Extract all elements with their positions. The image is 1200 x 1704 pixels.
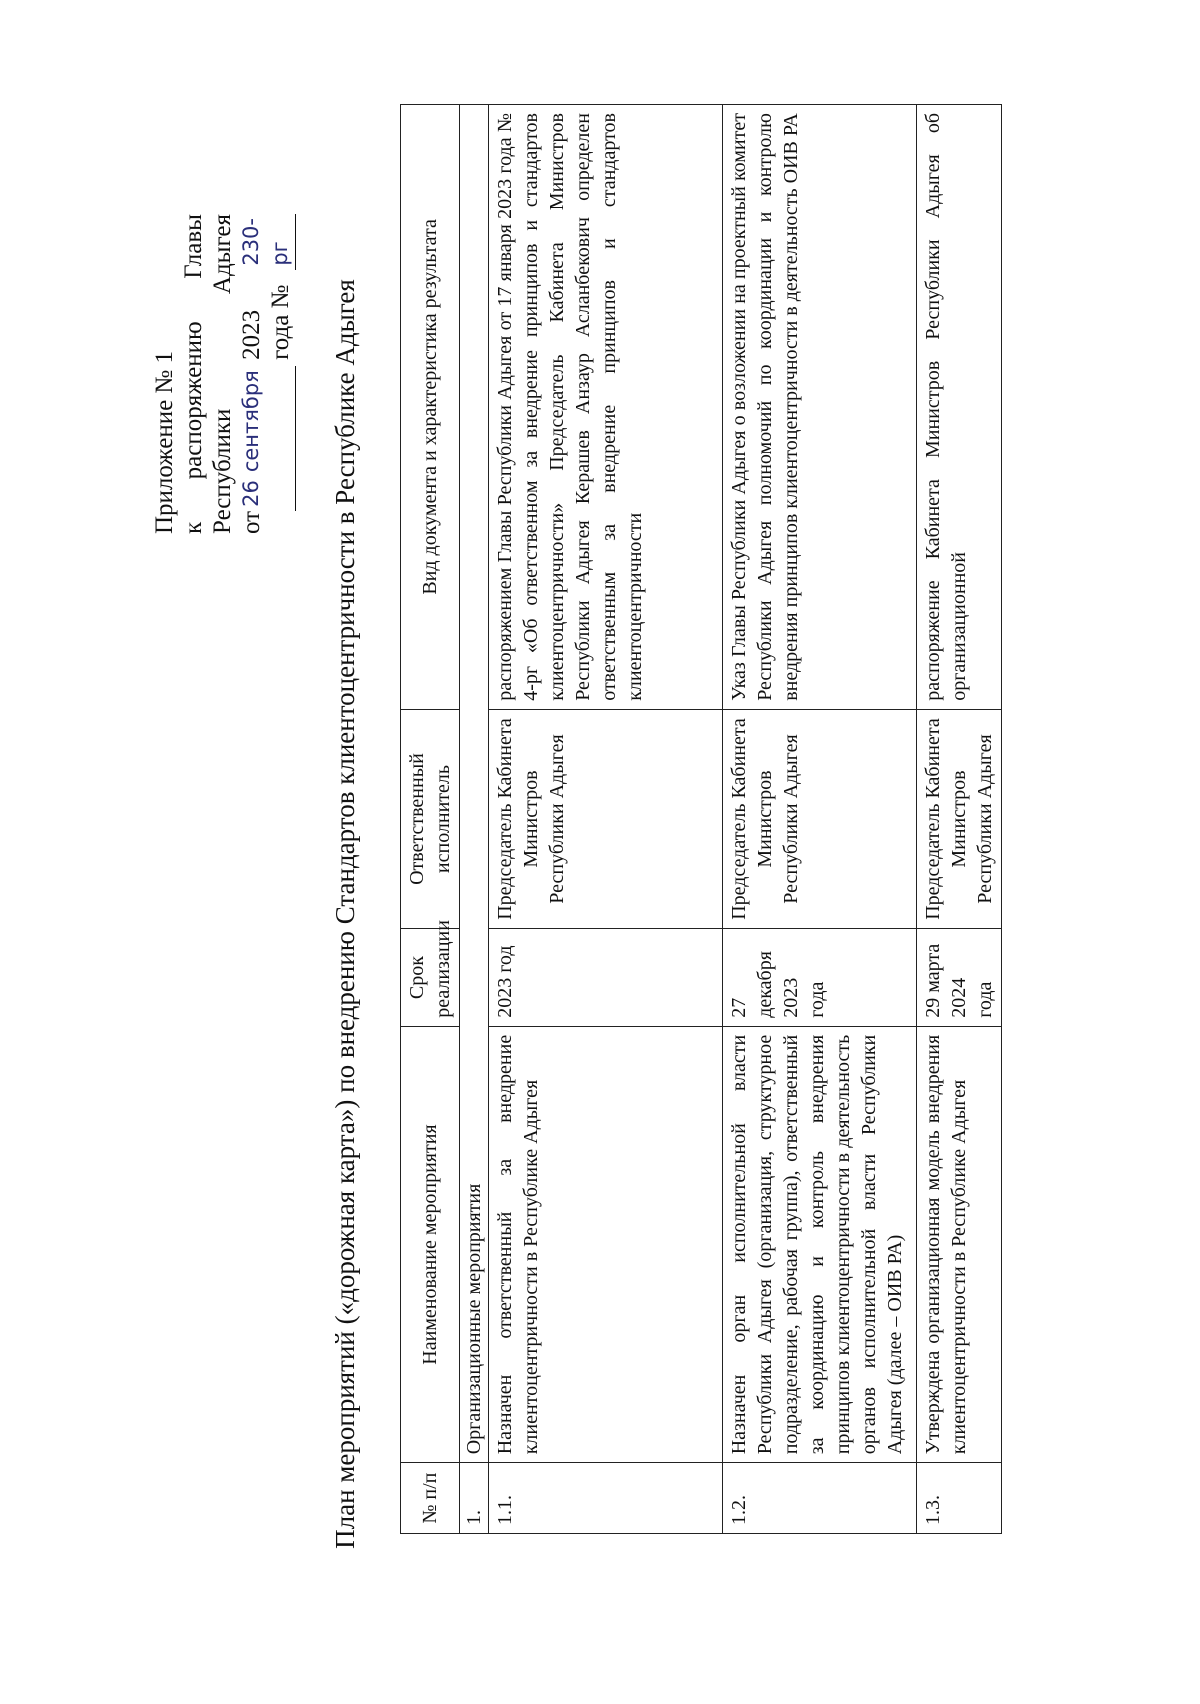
approval-line-2	[179, 214, 208, 534]
row-executor: Председатель Кабинета Министров Республики Адыгея	[489, 709, 723, 928]
table-row	[489, 105, 723, 1534]
row-name: Назначен ответственный за внедрение клиентоцентричности в Республике Адыгея	[489, 1026, 723, 1463]
roadmap-table	[400, 104, 1002, 1534]
approval-date-year: 2023 года №	[238, 284, 294, 360]
table-row	[723, 105, 917, 1534]
approval-line-1	[150, 214, 179, 534]
table-header-row	[401, 105, 460, 1534]
header-result: Вид документа и характеристика результата	[401, 105, 460, 710]
row-num: 1.1.	[489, 1463, 723, 1534]
header-num: № п/п	[401, 1463, 460, 1534]
table-row	[917, 105, 1002, 1534]
row-num: 1.3.	[917, 1463, 1002, 1534]
approval-line-4	[237, 214, 296, 534]
approval-word-k: к	[180, 521, 207, 534]
approval-word-republic: Республики	[209, 408, 236, 534]
row-term: 27 декабря 2023 года	[723, 929, 917, 1027]
approval-appendix-label: Приложение № 1	[151, 350, 178, 534]
row-term: 2023 год	[489, 929, 723, 1027]
row-result: распоряжением Главы Республики Адыгея от 17 января 2023 года № 4-рг «Об ответственном за внедрение принципов и стандартов клиентоцентричности» Председатель Кабинета Министров Республики Адыгея Керашев Анзаур Асланбекович определен ответственным за внедрение принципов и стандартов клиентоцентричности	[489, 105, 723, 710]
section-row	[460, 105, 489, 1534]
approval-date-day: 26	[237, 476, 296, 511]
row-executor: Председатель Кабинета Министров Республики Адыгея	[723, 709, 917, 928]
section-num: 1.	[460, 1463, 489, 1534]
row-result: Указ Главы Республики Адыгея о возложении на проектный комитет Республики Адыгея полномочий по координации и контролю внедрения принципов клиентоцентричности в деятельность ОИВ РА	[723, 105, 917, 710]
row-name: Назначен орган исполнительной власти Республики Адыгея (организация, структурное подразделение, рабочая группа), ответственный за координацию и контроль внедрения принципов клиентоцентричности в деятельность органов исполнительной власти Республики Адыгея (далее – ОИВ РА)	[723, 1026, 917, 1463]
header-term: Срок реализации	[401, 929, 460, 1027]
row-executor: Председатель Кабинета Министров Республики Адыгея	[917, 709, 1002, 928]
approval-word-order: распоряжению	[180, 321, 207, 480]
approval-date-prefix: от	[238, 510, 265, 534]
section-name: Организационные мероприятия	[460, 105, 489, 1463]
approval-stamp-block	[150, 214, 296, 534]
row-name: Утверждена организационная модель внедрения клиентоцентричности в Республике Адыгея	[917, 1026, 1002, 1463]
document-title: План мероприятий («дорожная карта») по внедрению Стандартов клиентоцентричности в Республике Адыгея	[330, 279, 360, 1549]
approval-word-adygea: Адыгея	[209, 214, 236, 295]
approval-date-month: сентября	[237, 366, 296, 476]
row-term: 29 марта 2024 года	[917, 929, 1002, 1027]
approval-order-number: 230-рг	[237, 214, 296, 270]
row-num: 1.2.	[723, 1463, 917, 1534]
header-executor: Ответственный исполнитель	[401, 709, 460, 928]
row-result: распоряжение Кабинета Министров Республики Адыгея об организационной	[917, 105, 1002, 710]
approval-line-3	[208, 214, 237, 534]
approval-word-head: Главы	[180, 214, 207, 279]
header-name: Наименование мероприятия	[401, 1026, 460, 1463]
